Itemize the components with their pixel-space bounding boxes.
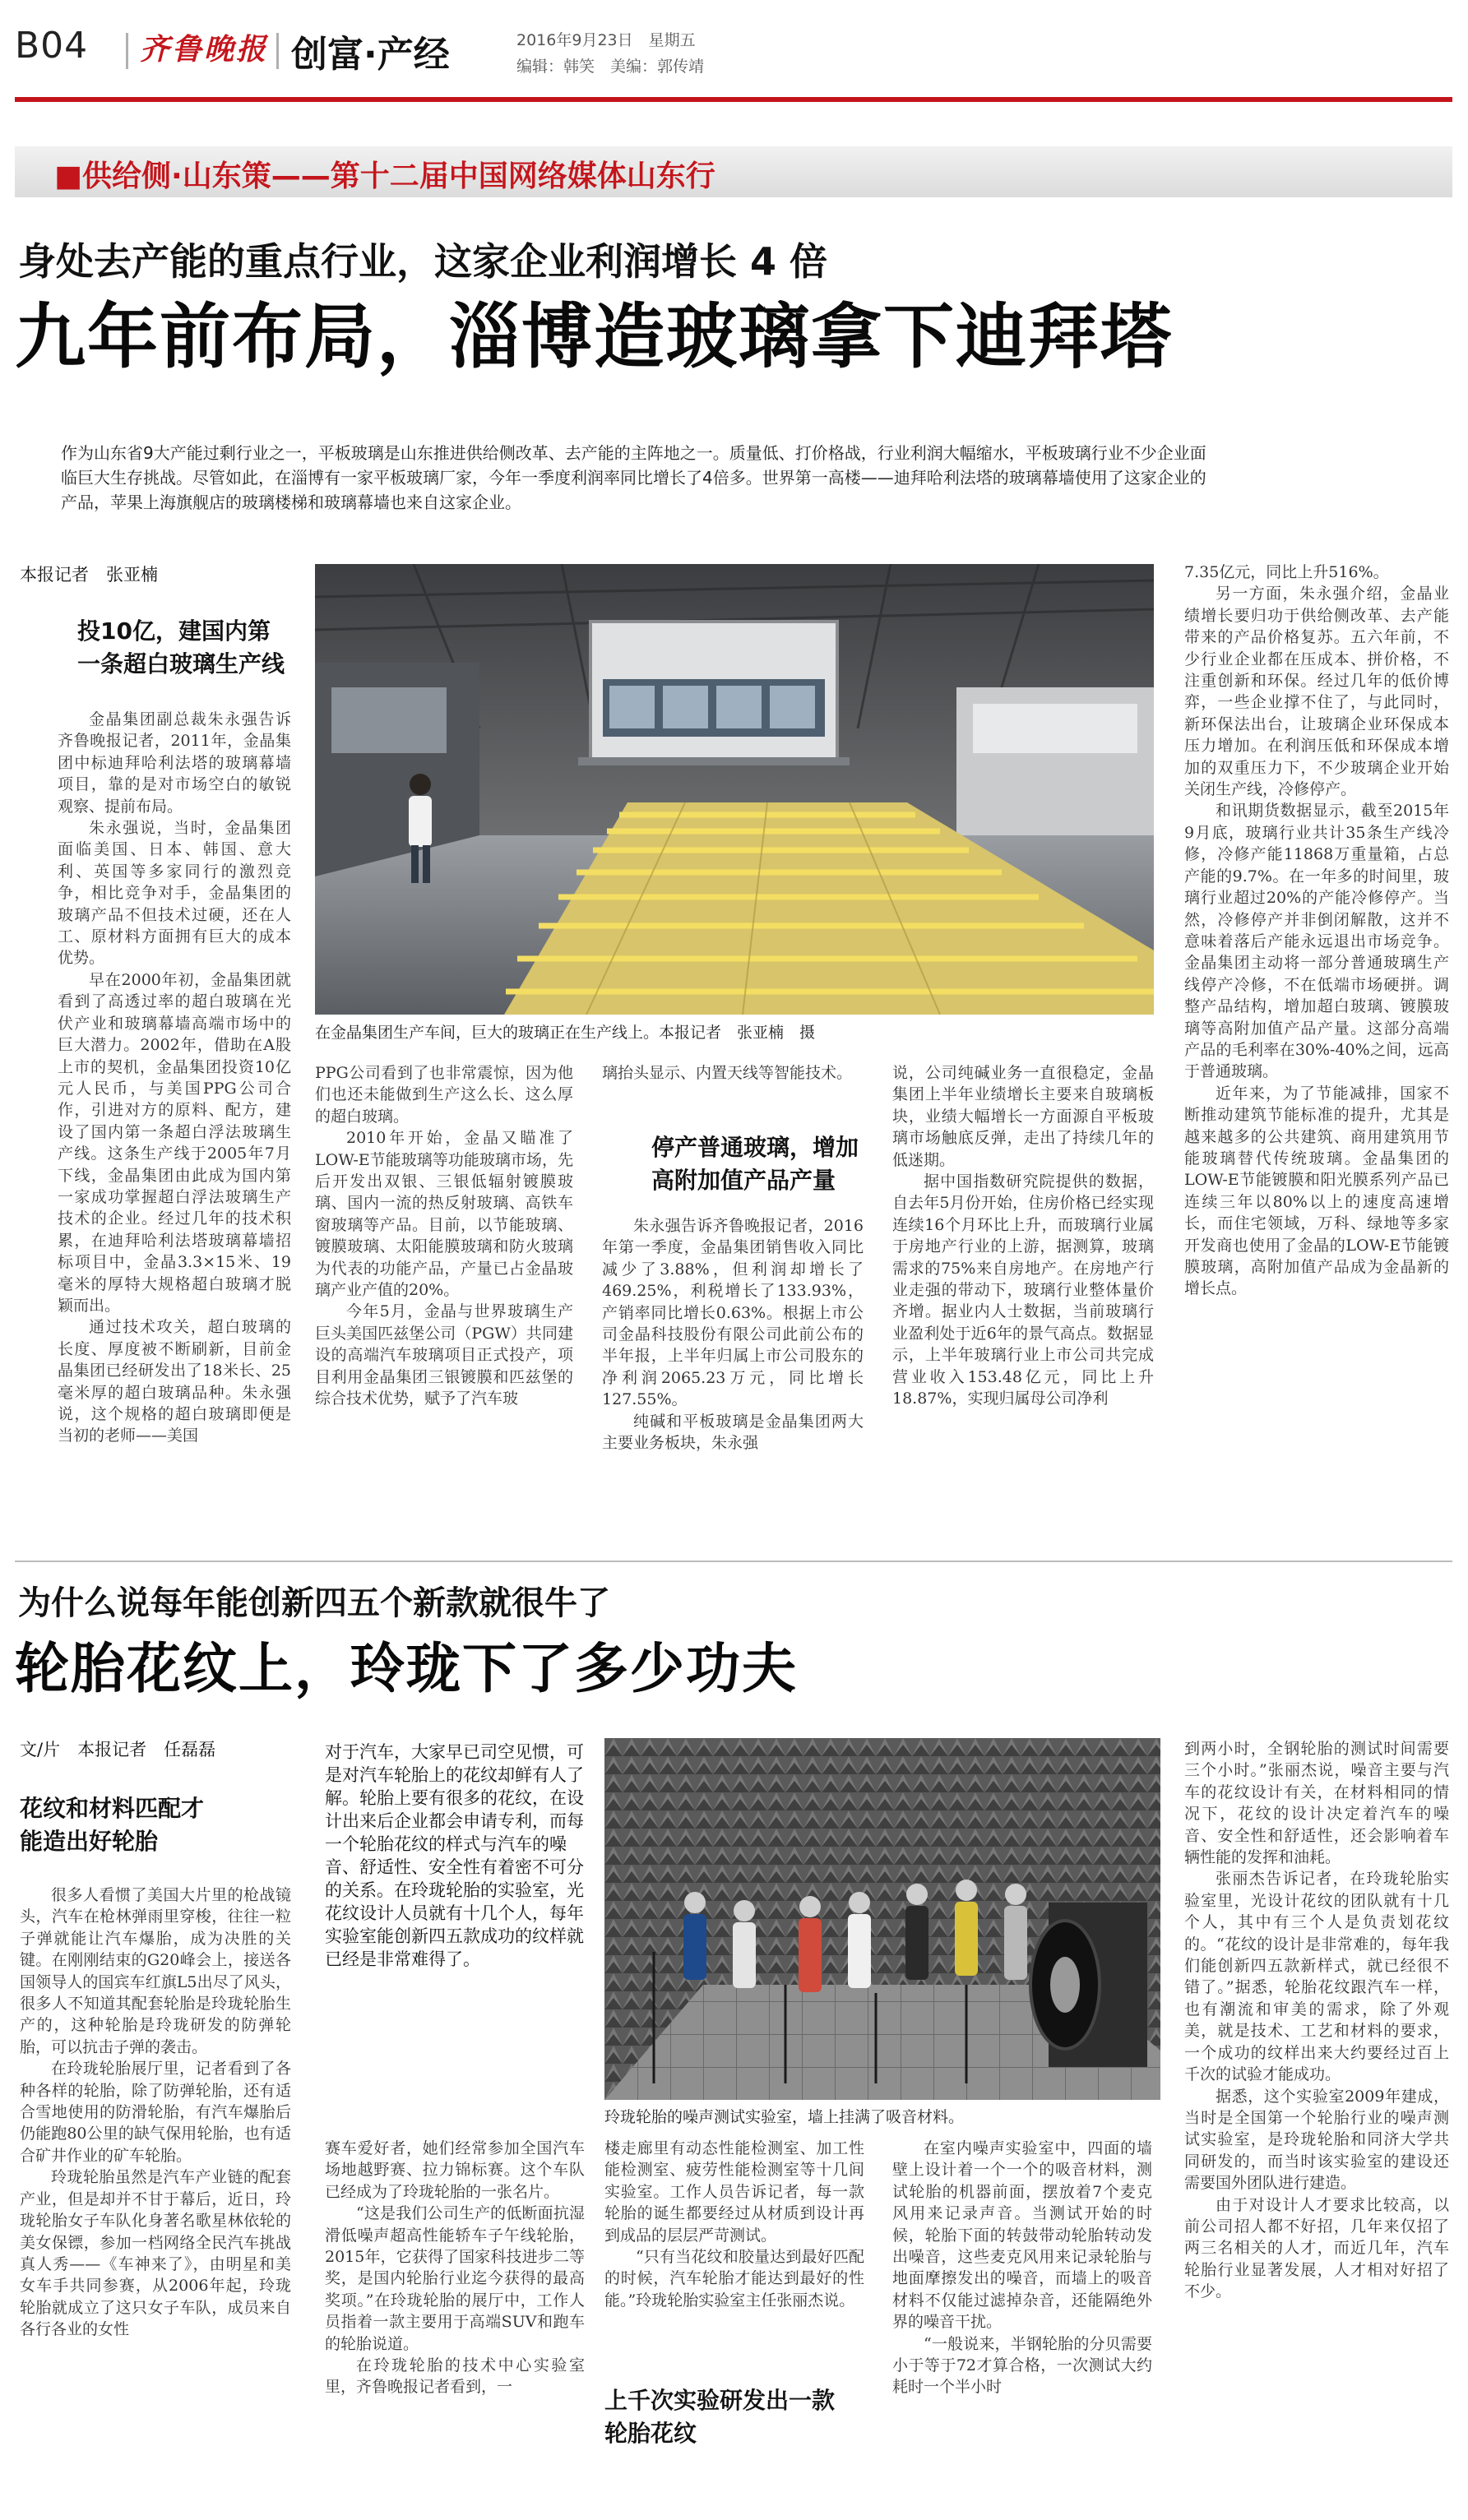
editor-credits: 编辑：韩笑 美编：郭传靖 (516, 58, 705, 76)
page-number: B04 (15, 25, 89, 67)
paragraph: 说，公司纯碱业务一直很稳定，金晶集团上半年业绩增长主要来自玻璃板块，业绩大幅增长一方面源自平板玻璃市场触底反弹，走出了持续几年的低迷期。 (892, 1064, 1154, 1169)
article2-photo (604, 1738, 1160, 2100)
article2-headline: 轮胎花纹上，玲珑下了多少功夫 (15, 1637, 798, 1700)
paragraph: 据悉，这个实验室2009年建成，当时是全国第一个轮胎行业的噪声测试实验室，是玲珑轮胎和同济大学共同研发的，而当时该实验室的建设还需要国外团队进行建造。 (1184, 2087, 1449, 2193)
paragraph: 由于对设计人才要求比较高，以前公司招人都不好招，几年来仅招了两三名相关的人才，而近几年，汽车轮胎行业显著发展，人才相对好招了不少。 (1184, 2195, 1449, 2301)
paragraph: “一般说来，半钢轮胎的分贝需要小于等于72才算合格，一次测试大约耗时一个半小时 (892, 2334, 1152, 2397)
paragraph: 近年来，为了节能减排，国家不断推动建筑节能标准的提升，尤其是越来越多的公共建筑、商用建筑用节能玻璃替代传统玻璃。金晶集团的LOW-E节能镀膜和阳光膜系列产品已连续三年以80%以上的速度高速增长，而住宅领域，万科、绿地等多家开发商也使用了金晶的LOW-E节能镀膜玻璃，高附加值产品成为金晶新的增长点。 (1184, 1084, 1449, 1298)
paragraph: 早在2000年初，金晶集团就看到了高透过率的超白玻璃在光伏产业和玻璃幕墙高端市场中的巨大潜力。2002年，借助在A股上市的契机，金晶集团投资10亿元人民币，与美国PPG公司合作，引进对方的原料、配方，建设了国内第一条超白浮法玻璃生产线。这条生产线于2005年7月下线，金晶集团由此成为国内第一家成功掌握超白浮法玻璃生产技术的企业。经过几年的技术积累，在迪拜哈利法塔玻璃幕墙招标项目中，金晶3.3×15米、19毫米的厚特大规格超白玻璃才脱颖而出。 (58, 970, 291, 1315)
paragraph: “只有当花纹和胶量达到最好匹配的时候，汽车轮胎才能达到最好的性能。”玲珑轮胎实验室主任张丽杰说。 (604, 2248, 864, 2310)
article2-kicker: 为什么说每年能创新四五个新款就很牛了 (18, 1584, 610, 1622)
article-divider (15, 1561, 1452, 1562)
paragraph: 2010年开始，金晶又瞄准了LOW-E节能玻璃等功能玻璃市场，先后开发出双银、三银低辐射镀膜玻璃、国内一流的热反射玻璃、高铁车窗玻璃等产品。目前，以节能玻璃、镀膜玻璃、太阳能膜玻璃和防火玻璃为代表的功能产品，产量已占金晶玻璃产业产值的20%。 (315, 1129, 573, 1300)
paragraph: 通过技术攻关，超白玻璃的长度、厚度被不断刷新，目前金晶集团已经研发出了18米长、25毫米厚的超白玻璃品种。朱永强说，这个规格的超白玻璃即便是当初的老师——美国 (58, 1318, 291, 1445)
article1-column-4 (892, 1062, 1154, 1410)
article1-column-1 (58, 709, 291, 1447)
paragraph: 在玲珑轮胎的技术中心实验室里，齐鲁晚报记者看到，一 (325, 2356, 585, 2397)
article1-column-3 (602, 1062, 864, 1084)
newspaper-logo: 齐鲁晚报 (140, 32, 269, 67)
masthead-divider (276, 33, 279, 69)
paragraph: 今年5月，金晶与世界玻璃生产巨头美国匹兹堡公司（PGW）共同建设的高端汽车玻璃项目正式投产，项目利用金晶集团三银镀膜和匹兹堡的综合技术优势，赋予了汽车玻 (315, 1302, 573, 1408)
paragraph: 楼走廊里有动态性能检测室、加工性能检测室、疲劳性能检测室等十几间实验室。工作人员告诉记者，每一款轮胎的诞生都要经过从材质到设计再到成品的层层严苛测试。 (604, 2139, 864, 2245)
article1-byline: 本报记者 张亚楠 (20, 565, 158, 585)
paragraph: “这是我们公司生产的低断面抗湿滑低噪声超高性能轿车子午线轮胎，2015年，它获得了国家科技进步二等奖，是国内轮胎行业迄今获得的最高奖项。”在玲珑轮胎的展厅中，工作人员指着一款主要用于高端SUV和跑车的轮胎说道。 (325, 2204, 585, 2353)
article2-column-3 (604, 2138, 864, 2311)
paragraph: 在玲珑轮胎展厅里，记者看到了各种各样的轮胎，除了防弹轮胎，还有适合雪地使用的防滑轮胎，有汽车爆胎后仍能跑80公里的缺气保用轮胎，也有适合矿井作业的矿车轮胎。 (20, 2060, 291, 2165)
masthead-rule (15, 97, 1452, 102)
article2-photo-caption: 玲珑轮胎的噪声测试实验室，墙上挂满了吸音材料。 (604, 2108, 965, 2126)
masthead-divider (126, 33, 128, 69)
article1-kicker: 身处去产能的重点行业，这家企业利润增长 4 倍 (18, 239, 828, 284)
paragraph: 很多人看惯了美国大片里的枪战镜头，汽车在枪林弹雨里穿梭，往往一粒子弹就能让汽车爆胎，成为决胜的关键。在刚刚结束的G20峰会上，接送各国领导人的国宾车红旗L5出尽了风头，很多人不知道其配套轮胎是玲珑轮胎生产的，这种轮胎是玲珑研发的防弹轮胎，可以抗击子弹的袭击。 (20, 1886, 291, 2056)
paragraph: PPG公司看到了也非常震惊，因为他们也还未能做到生产这么长、这么厚的超白玻璃。 (315, 1064, 573, 1126)
paragraph: 朱永强说，当时，金晶集团面临美国、日本、韩国、意大利、英国等多家同行的激烈竞争，相比竞争对手，金晶集团的玻璃产品不但技术过硬，还在人工、原材料方面拥有巨大的成本优势。 (58, 819, 291, 968)
article2-column-4 (892, 2138, 1152, 2398)
article2-subhead-1: 花纹和材料匹配才能造出好轮胎 (20, 1795, 205, 1855)
series-banner (15, 146, 1452, 197)
paragraph: 到两小时，全钢轮胎的测试时间需要三个小时。”张丽杰说，噪音主要与汽车的花纹设计有关，在材料相同的情况下，花纹的设计决定着汽车的噪音、安全性和舒适性，还会影响着车辆性能的发挥和油耗。 (1184, 1740, 1449, 1867)
paragraph: 璃抬头显示、内置天线等智能技术。 (602, 1064, 853, 1082)
article1-photo (315, 564, 1154, 1015)
article1-photo-caption: 在金晶集团生产车间，巨大的玻璃正在生产线上。本报记者 张亚楠 摄 (315, 1024, 816, 1042)
article1-lead: 作为山东省9大产能过剩行业之一，平板玻璃是山东推进供给侧改革、去产能的主阵地之一。质量低、打价格战，行业利润大幅缩水，平板玻璃行业不少企业面临巨大生存挑战。尽管如此，在淄博有一家平板玻璃厂家，今年一季度利润率同比增长了4倍多。世界第一高楼——迪拜哈利法塔的玻璃幕墙使用了这家企业的产品，苹果上海旗舰店的玻璃楼梯和玻璃幕墙也来自这家企业。 (61, 443, 1206, 512)
article2-column-5 (1184, 1738, 1449, 2303)
article1-subhead-1: 投10亿，建国内第一条超白玻璃生产线 (77, 617, 285, 677)
article2-pull-quote: 对于汽车，大家早已司空见惯，可是对汽车轮胎上的花纹却鲜有人了解。轮胎上要有很多的花纹，在设计出来后企业都会申请专利，而每一个轮胎花纹的样式与汽车的噪音、舒适性、安全性有着密不可分的关系。在玲珑轮胎的实验室，光花纹设计人员就有十几个人，每年实验室能创新四五款成功的纹样就已经是非常难得了。 (325, 1742, 584, 1969)
masthead (15, 25, 1452, 82)
section-title: 创富·产经 (291, 34, 450, 76)
paragraph: 赛车爱好者，她们经常参加全国汽车场地越野赛、拉力锦标赛。这个车队已经成为了玲珑轮胎的一张名片。 (325, 2139, 585, 2201)
article1-subhead-2: 停产普通玻璃，增加高附加值产品产量 (651, 1134, 859, 1194)
article1-column-3b (602, 1215, 864, 1454)
paragraph: 和讯期货数据显示，截至2015年9月底，玻璃行业共计35条生产线冷修，冷修产能11868万重量箱，占总产能的9.7%。在一年多的时间里，玻璃行业超过20%的产能冷修停产。当然，冷修停产并非倒闭解散，这并不意味着落后产能永远退出市场竞争。金晶集团主动将一部分普通玻璃生产线停产冷修，不在低端市场硬拼。调整产品结构，增加超白玻璃、镀膜玻璃等高附加值产品产量。这部分高端产品的毛利率在30%-40%之间，远高于普通玻璃。 (1184, 802, 1449, 1081)
paragraph: 据中国指数研究院提供的数据，自去年5月份开始，住房价格已经实现连续16个月环比上升，而玻璃行业属于房地产行业的上游，据测算，玻璃需求的75%来自房地产。在房地产行业走强的带动下，玻璃行业整体量价齐增。据业内人士数据，当前玻璃行业盈利处于近6年的景气高点。数据显示，上半年玻璃行业上市公司共完成营业收入153.48亿元，同比上升18.87%，实现归属母公司净利 (892, 1172, 1154, 1408)
paragraph: 在室内噪声实验室中，四面的墙壁上设计着一个一个的吸音材料，测试轮胎的机器前面，摆放着7个麦克风用来记录声音。当测试开始的时候，轮胎下面的转鼓带动轮胎转动发出噪音，这些麦克风用来记录轮胎与地面摩擦发出的噪音，而墙上的吸音材料不仅能过滤掉杂音，还能隔绝外界的噪音干扰。 (892, 2139, 1152, 2332)
issue-date: 2016年9月23日 星期五 (516, 31, 696, 49)
paragraph: 纯碱和平板玻璃是金晶集团两大主要业务板块，朱永强 (602, 1412, 864, 1453)
paragraph: 朱永强告诉齐鲁晚报记者，2016年第一季度，金晶集团销售收入同比减少了3.88%，但利润却增长了469.25%，利税增长了133.93%，产销率同比增长0.63%。根据上市公司金晶科技股份有限公司此前公布的半年报，上半年归属上市公司股东的净利润2065.23万元，同比增长127.55%。 (602, 1217, 864, 1409)
series-banner-text: ■供给侧·山东策——第十二届中国网络媒体山东行 (54, 160, 715, 193)
paragraph: 7.35亿元，同比上升516%。 (1184, 563, 1389, 581)
article1-column-5 (1184, 562, 1449, 1300)
tire-noise-lab-image (604, 1738, 1160, 2100)
article2-subhead-2: 上千次实验研发出一款轮胎花纹 (604, 2387, 836, 2447)
paragraph: 玲珑轮胎虽然是汽车产业链的配套产业，但是却并不甘于幕后，近日，玲珑轮胎女子车队化身著名歌星林依轮的美女保镖，参加一档网络全民汽车挑战真人秀——《车神来了》，由明星和美女车手共同参赛，从2006年起，玲珑轮胎就成立了这只女子车队，成员来自各行各业的女性 (20, 2168, 291, 2339)
factory-production-line-image (315, 564, 1154, 1015)
article2-byline: 文/片 本报记者 任磊磊 (20, 1740, 216, 1759)
article2-column-1 (20, 1884, 291, 2341)
article2-column-2 (325, 2138, 585, 2398)
article1-headline: 九年前布局，淄博造玻璃拿下迪拜塔 (15, 296, 1173, 378)
paragraph: 另一方面，朱永强介绍，金晶业绩增长要归功于供给侧改革、去产能带来的产品价格复苏。五六年前，不少行业企业都在压成本、拼价格，不注重创新和环保。经过几年的低价博弈，一些企业撑不住了，与此同时，新环保法出台，让玻璃企业环保成本压力增加。在利润压低和环保成本增加的双重压力下，不少玻璃企业开始关闭生产线，冷修停产。 (1184, 585, 1449, 799)
paragraph: 金晶集团副总裁朱永强告诉齐鲁晚报记者，2011年，金晶集团中标迪拜哈利法塔的玻璃幕墙项目，靠的是对市场空白的敏锐观察、提前布局。 (58, 710, 291, 816)
article1-column-2 (315, 1062, 573, 1410)
paragraph: 张丽杰告诉记者，在玲珑轮胎实验室里，光设计花纹的团队就有十几个人，其中有三个人是负责划花纹的。“花纹的设计是非常难的，每年我们能创新四五款新样式，就已经很不错了。”据悉，轮胎花纹跟汽车一样，也有潮流和审美的需求，除了外观美，就是技术、工艺和材料的要求，一个成功的纹样出来大约要经过百上千次的试验才能成功。 (1184, 1870, 1449, 2084)
